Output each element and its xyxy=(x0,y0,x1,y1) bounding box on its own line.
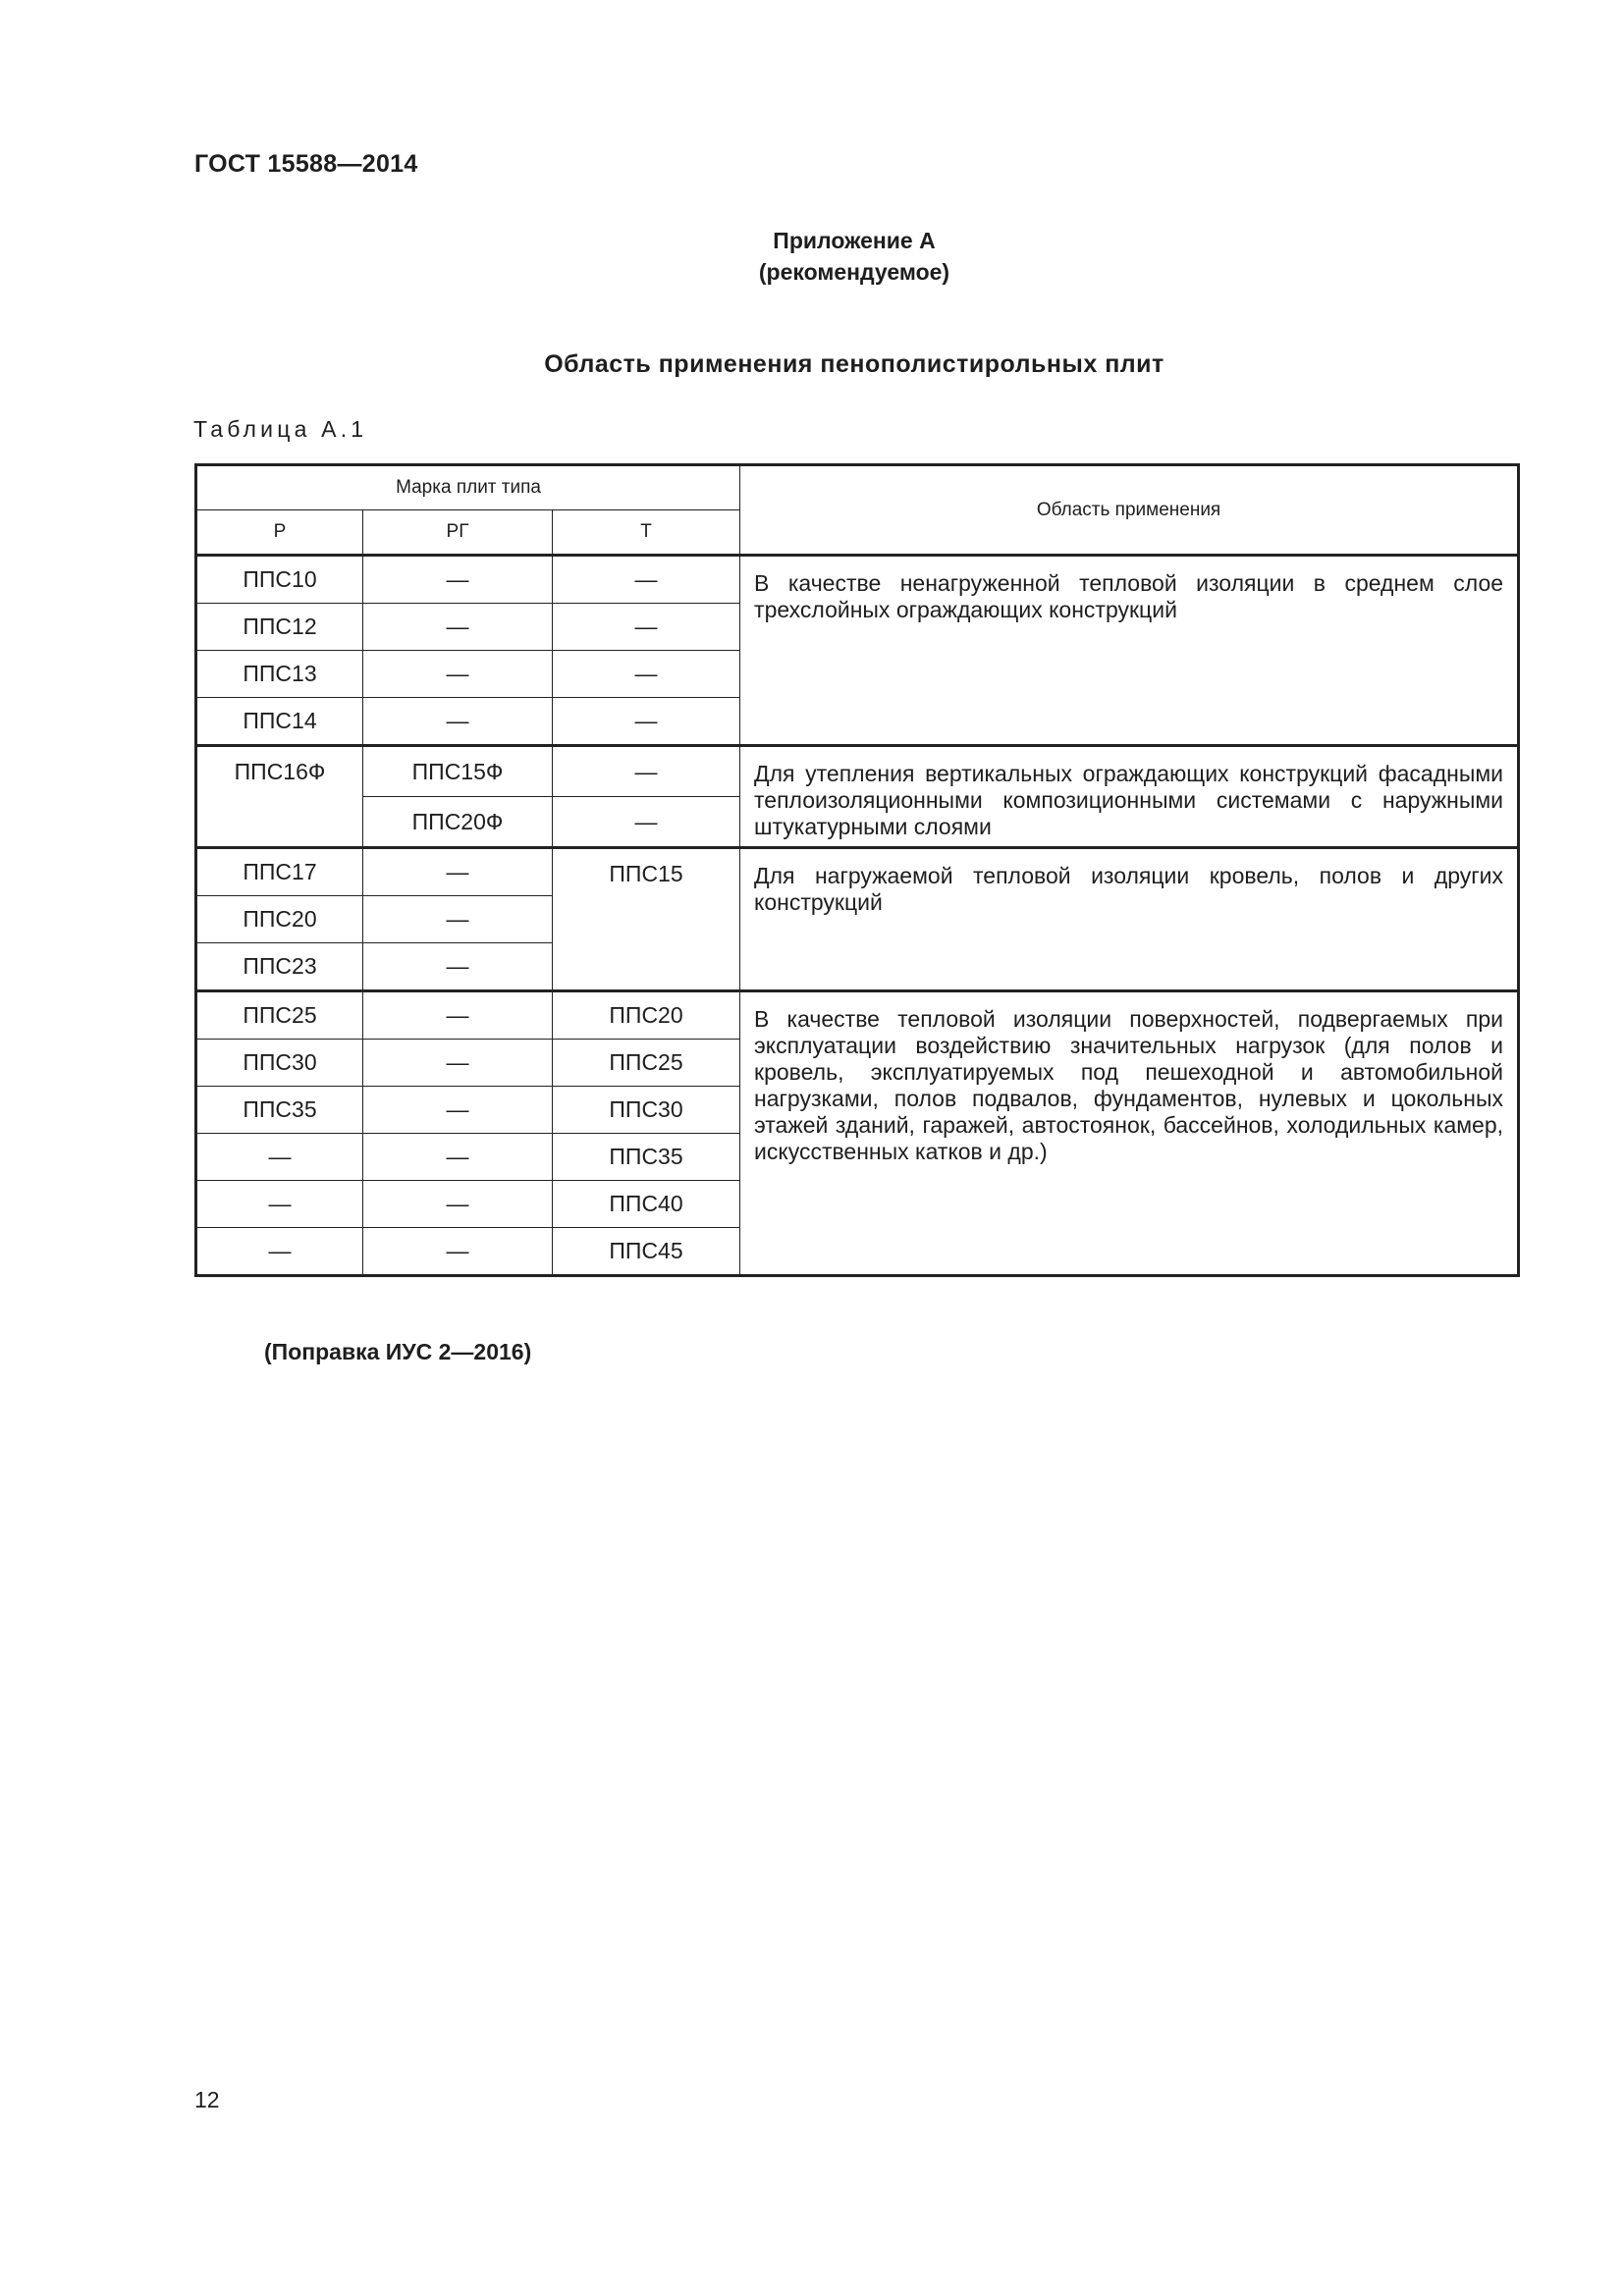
cell-t: — xyxy=(553,556,740,604)
cell-rg: — xyxy=(363,896,553,943)
cell-t: — xyxy=(553,651,740,698)
cell-t: ППС15 xyxy=(553,848,740,991)
cell-rg: — xyxy=(363,651,553,698)
cell-rg: ППС20Ф xyxy=(363,797,553,848)
cell-rg: — xyxy=(363,991,553,1040)
table-row xyxy=(196,746,1519,797)
page-number: 12 xyxy=(194,2087,220,2112)
cell-rg: — xyxy=(363,1228,553,1276)
cell-rg: — xyxy=(363,556,553,604)
cell-p: ППС20 xyxy=(196,896,363,943)
cell-rg: — xyxy=(363,1134,553,1181)
table-row xyxy=(196,848,1519,896)
section-title: Область применения пенополистирольных плит xyxy=(544,350,1164,378)
cell-area: Для нагружаемой тепловой изоляции кровель, полов и других конструкций xyxy=(740,848,1519,991)
cell-rg: — xyxy=(363,943,553,991)
table-row xyxy=(196,556,1519,604)
cell-rg: ППС15Ф xyxy=(363,746,553,797)
cell-area: В качестве тепловой изоляции поверхностей, подвергаемых при эксплуатации воздействию значительных нагрузок (для полов и кровель, эксплуатируемых под пешеходной и автомобильной нагрузками, полов подвалов, фундаментов, нулевых и цокольных этажей зданий, гаражей, автостоянок, бассейнов, холодильных камер, искусственных катков и др.) xyxy=(740,991,1519,1276)
cell-t: — xyxy=(553,698,740,746)
standard-number: ГОСТ 15588—2014 xyxy=(194,150,418,178)
amendment-note: (Поправка ИУС 2—2016) xyxy=(264,1339,532,1364)
appendix-subtitle: (рекомендуемое) xyxy=(758,259,950,285)
cell-rg: — xyxy=(363,1181,553,1228)
cell-t: — xyxy=(553,746,740,797)
cell-t: ППС20 xyxy=(553,991,740,1040)
header-group: Марка плит типа xyxy=(196,465,740,510)
header-col-t: Т xyxy=(553,510,740,556)
cell-p: ППС14 xyxy=(196,698,363,746)
cell-area: В качестве ненагруженной тепловой изоляции в среднем слое трехслойных ограждающих конструкций xyxy=(740,556,1519,746)
header-col-rg: РГ xyxy=(363,510,553,556)
cell-p: ППС16Ф xyxy=(196,746,363,848)
cell-t: — xyxy=(553,797,740,848)
cell-t: ППС30 xyxy=(553,1087,740,1134)
cell-t: ППС35 xyxy=(553,1134,740,1181)
cell-rg: — xyxy=(363,698,553,746)
cell-p: ППС25 xyxy=(196,991,363,1040)
header-col-p: Р xyxy=(196,510,363,556)
cell-rg: — xyxy=(363,848,553,896)
cell-p: — xyxy=(196,1228,363,1276)
cell-p: ППС13 xyxy=(196,651,363,698)
cell-p: — xyxy=(196,1181,363,1228)
cell-p: ППС23 xyxy=(196,943,363,991)
cell-p: ППС30 xyxy=(196,1040,363,1087)
table-caption: Таблица А.1 xyxy=(193,416,368,442)
cell-p: ППС17 xyxy=(196,848,363,896)
cell-t: ППС40 xyxy=(553,1181,740,1228)
cell-t: ППС25 xyxy=(553,1040,740,1087)
table-row xyxy=(196,991,1519,1040)
cell-area: Для утепления вертикальных ограждающих конструкций фасадными теплоизоляционными композиционными системами с наружными штукатурными слоями xyxy=(740,746,1519,848)
cell-p: ППС35 xyxy=(196,1087,363,1134)
appendix-title: Приложение А xyxy=(773,228,936,253)
cell-rg: — xyxy=(363,1040,553,1087)
cell-p: ППС10 xyxy=(196,556,363,604)
cell-p: ППС12 xyxy=(196,604,363,651)
cell-t: ППС45 xyxy=(553,1228,740,1276)
cell-t: — xyxy=(553,604,740,651)
cell-rg: — xyxy=(363,604,553,651)
spec-table xyxy=(194,463,1520,1277)
header-area: Область применения xyxy=(740,465,1519,556)
cell-p: — xyxy=(196,1134,363,1181)
cell-rg: — xyxy=(363,1087,553,1134)
